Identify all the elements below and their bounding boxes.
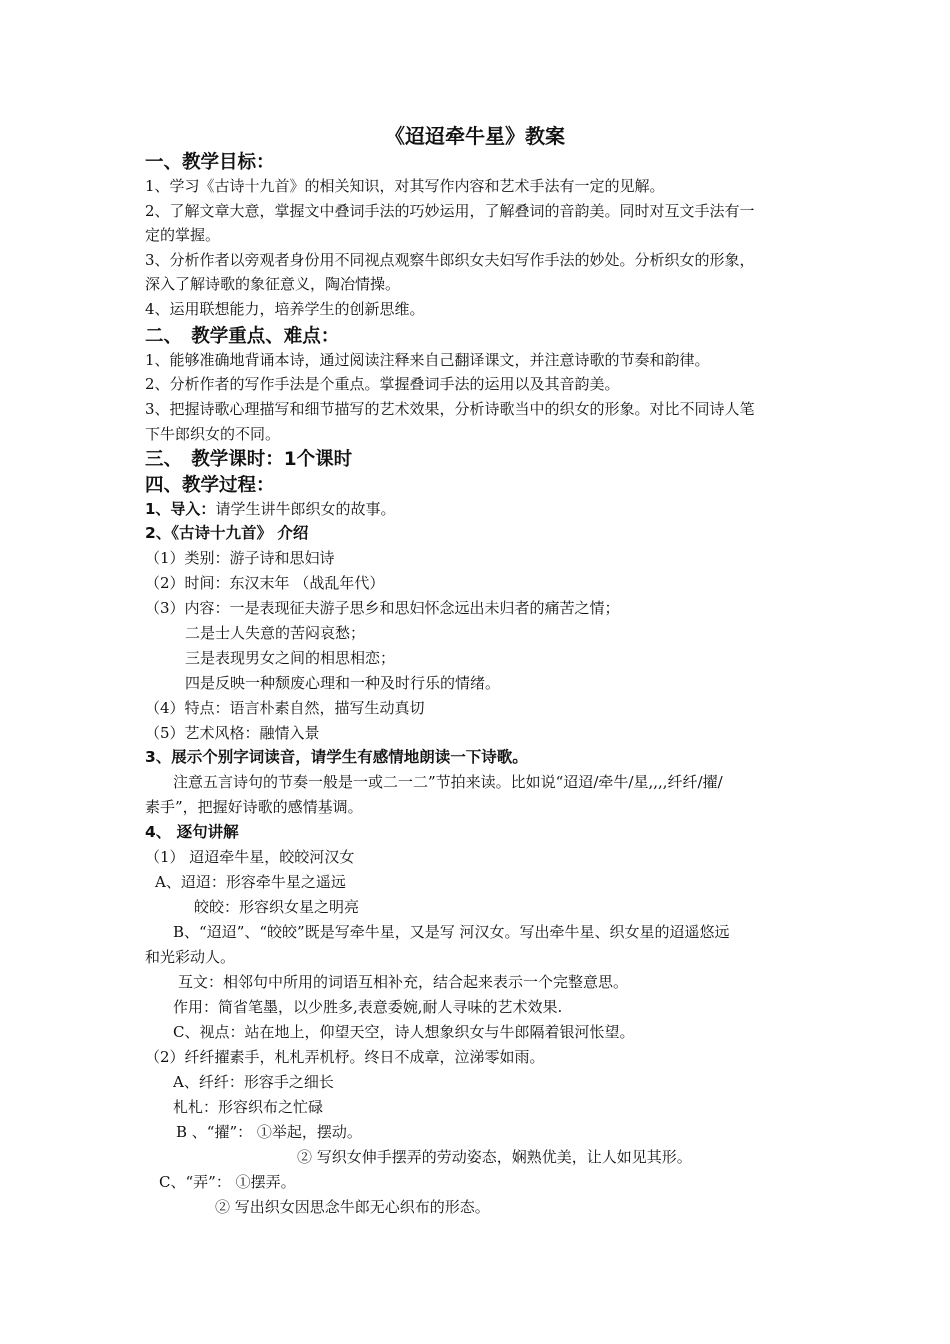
p1-text: 请学生讲牛郎织女的故事。 (215, 500, 396, 518)
p4-line: 皎皎：形容织女星之明亮 (194, 898, 360, 916)
p2-heading: 2、《古诗十九首》 介绍 (145, 524, 309, 542)
p2-line: （2）时间：东汉末年 （战乱年代） (145, 574, 385, 592)
p4-line: 和光彩动人。 (145, 948, 236, 966)
p4-line: B 、“擢”： ①举起，摆动。 (176, 1123, 362, 1141)
p4-line: ② 写出织女因思念牛郎无心织布的形态。 (215, 1198, 490, 1216)
section-1-heading: 一、教学目标： (145, 152, 275, 173)
s1-line: 1、学习《古诗十九首》的相关知识，对其写作内容和艺术手法有一定的见解。 (145, 177, 665, 195)
p1-line (145, 498, 395, 520)
p4-line: （2）纤纤擢素手，札札弄机杼。终日不成章，泣涕零如雨。 (145, 1048, 545, 1066)
s1-line: 深入了解诗歌的象征意义，陶冶情操。 (145, 275, 401, 293)
s1-line: 定的掌握。 (145, 226, 221, 244)
p4-line: A、纤纤：形容手之细长 (173, 1073, 334, 1091)
s2-line: 3、把握诗歌心理描写和细节描写的艺术效果，分析诗歌当中的织女的形象。对比不同诗人笔 (145, 400, 755, 418)
p1-label: 1、导入： (145, 500, 216, 518)
section-3-heading: 三、 教学课时：1个课时 (145, 449, 353, 470)
p3-line: 素手”，把握好诗歌的感情基调。 (145, 798, 363, 816)
s2-line: 下牛郎织女的不同。 (145, 425, 281, 443)
s2-line: 2、分析作者的写作手法是个重点。掌握叠词手法的运用以及其音韵美。 (145, 375, 620, 393)
p4-heading: 4、 逐句讲解 (145, 823, 239, 841)
s1-line: 2、了解文章大意，掌握文中叠词手法的巧妙运用，了解叠词的音韵美。同时对互文手法有一 (145, 202, 755, 220)
p2-line: （3）内容：一是表现征夫游子思乡和思妇怀念远出未归者的痛苦之情； (145, 599, 620, 617)
section-4-heading: 四、教学过程： (145, 475, 275, 496)
p4-line: 互文：相邻句中所用的词语互相补充，结合起来表示一个完整意思。 (178, 973, 629, 991)
s1-line: 4、运用联想能力，培养学生的创新思维。 (145, 300, 425, 318)
s1-line: 3、分析作者以旁观者身份用不同视点观察牛郎织女夫妇写作手法的妙处。分析织女的形象， (145, 251, 755, 269)
p4-line: 札札：形容织布之忙碌 (173, 1098, 324, 1116)
p4-line: 作用：简省笔墨，以少胜多,表意委婉,耐人寻味的艺术效果. (173, 998, 563, 1016)
p2-line: （1）类别：游子诗和思妇诗 (145, 549, 335, 567)
p4-line: C、“弄”： ①摆弄。 (159, 1173, 296, 1191)
s2-line: 1、能够准确地背诵本诗，通过阅读注释来自己翻译课文，并注意诗歌的节奏和韵律。 (145, 351, 710, 369)
p2-line: （4）特点：语言朴素自然，描写生动真切 (145, 699, 425, 717)
p3-line: 注意五言诗句的节奏一般是一或二一二”节拍来读。比如说“迢迢/牵牛/星,,,,纤纤/擢/ (173, 773, 723, 791)
section-2-heading: 二、 教学重点、难点： (145, 326, 340, 347)
p4-line: B、“迢迢”、“皎皎”既是写牵牛星，又是写 河汉女。写出牵牛星、织女星的迢遥悠远 (173, 923, 730, 941)
p4-line: （1） 迢迢牵牛星，皎皎河汉女 (145, 848, 355, 866)
p3-heading: 3、展示个别字词读音，请学生有感情地朗读一下诗歌。 (145, 748, 528, 766)
document-title: 《迢迢牵牛星》教案 (385, 124, 565, 148)
p2-line: 四是反映一种颓废心理和一种及时行乐的情绪。 (185, 674, 501, 692)
p4-line: A、迢迢：形容牵牛星之遥远 (155, 873, 346, 891)
p4-line: ② 写织女伸手摆弄的劳动姿态，娴熟优美，让人如见其形。 (297, 1148, 692, 1166)
p2-line: （5）艺术风格：融情入景 (145, 724, 320, 742)
p2-line: 二是士人失意的苦闷哀愁； (185, 624, 366, 642)
p2-line: 三是表现男女之间的相思相恋； (185, 649, 396, 667)
p4-line: C、视点：站在地上，仰望天空，诗人想象织女与牛郎隔着银河怅望。 (173, 1023, 635, 1041)
